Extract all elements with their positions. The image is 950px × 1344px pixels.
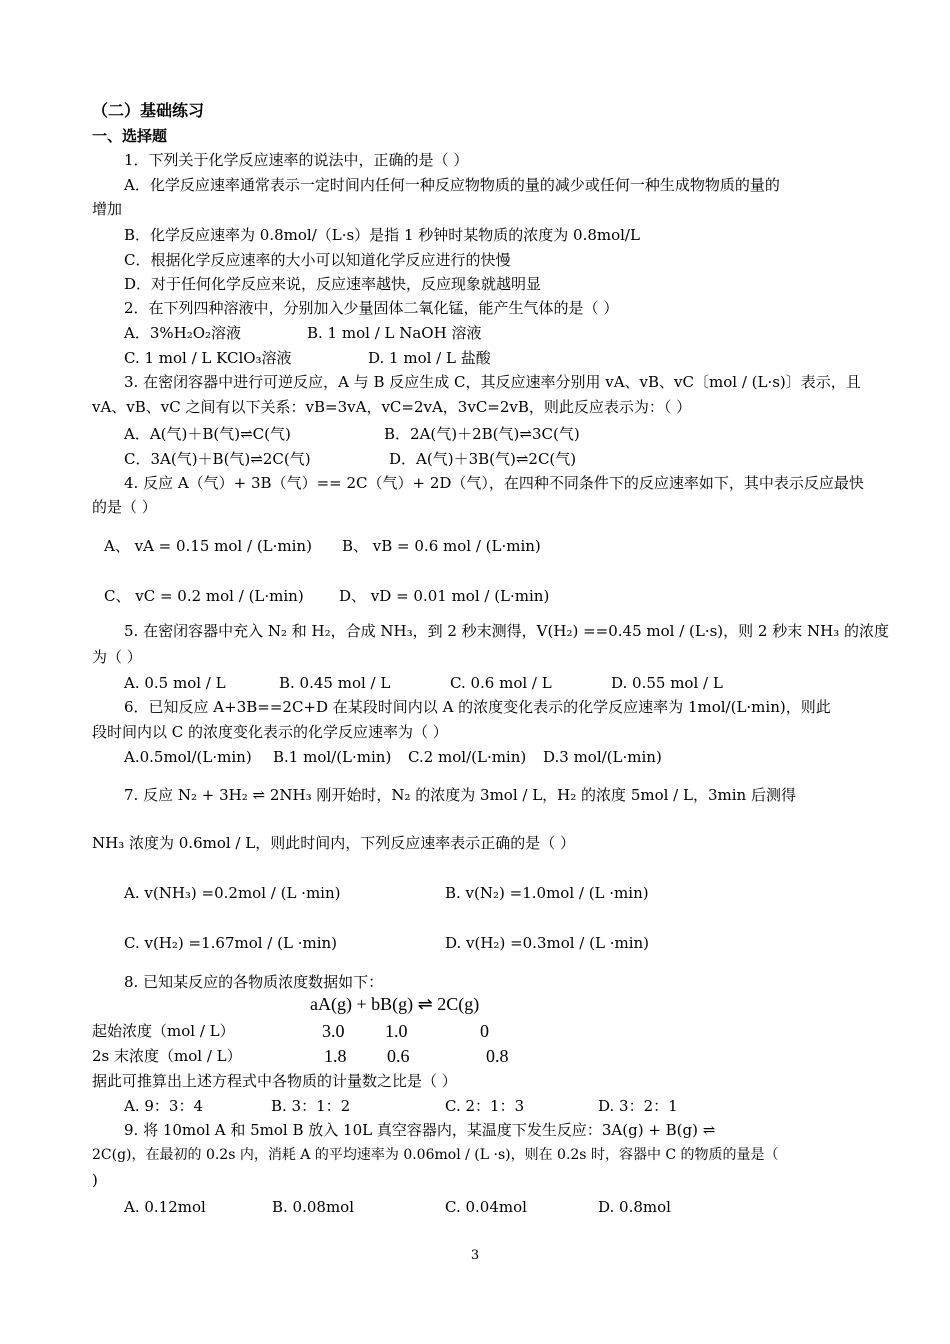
q6-option-d: D.3 mol/(L·min) [543,748,662,766]
q5-option-d: D. 0.55 mol / L [611,674,723,692]
q2-option-a: A．3%H₂O₂溶液 [124,324,242,342]
q4-stem-line2: 的是（ ） [92,498,157,516]
q5-option-a: A. 0.5 mol / L [124,674,226,692]
q5-stem-line2: 为（ ） [92,648,142,666]
q3-option-d: D．A(气)＋3B(气)⇌2C(气) [389,450,577,468]
q3-option-a: A．A(气)＋B(气)⇌C(气) [124,425,291,443]
q8-option-d: D. 3：2：1 [598,1097,678,1115]
q8-row1-value-b: 1.0 [385,1021,408,1041]
q9-option-b: B. 0.08mol [272,1198,355,1216]
q8-row2-value-c: 0.8 [486,1046,509,1066]
q3-stem-line1: 3. 在密闭容器中进行可逆反应，A 与 B 反应生成 C，其反应速率分别用 vA、vB、vC〔mol / (L·s)〕表示，且 [124,373,861,391]
q8-option-a: A. 9：3：4 [124,1097,203,1115]
q8-option-b: B. 3：1：2 [271,1097,351,1115]
q1-option-a-cont: 增加 [92,200,123,218]
q1-option-a: A．化学反应速率通常表示一定时间内任何一种反应物物质的量的减少或任何一种生成物物质的量的 [124,176,780,194]
q9-stem-line2: 2C(g)，在最初的 0.2s 内，消耗 A 的平均速率为 0.06mol / (L ·s)，则在 0.2s 时，容器中 C 的物质的量是（ [92,1147,779,1163]
q7-option-b: B. v(N₂) =1.0mol / (L ·min) [445,884,649,902]
q6-option-c: C.2 mol/(L·min) [408,748,527,766]
q4-option-b: B、 vB = 0.6 mol / (L·min) [342,537,541,555]
q1-option-b: B．化学反应速率为 0.8mol/（L·s）是指 1 秒钟时某物质的浓度为 0.8mol/L [124,226,640,244]
q3-option-b: B．2A(气)＋2B(气)⇌3C(气) [384,425,580,443]
q4-stem-line1: 4. 反应 A（气）+ 3B（气）== 2C（气）+ 2D（气），在四种不同条件下的反应速率如下，其中表示反应最快 [124,474,864,492]
q7-option-d: D. v(H₂) =0.3mol / (L ·min) [445,934,650,952]
q5-stem-line1: 5. 在密闭容器中充入 N₂ 和 H₂，合成 NH₃，到 2 秒末测得，V(H₂) ==0.45 mol / (L·s)，则 2 秒末 NH₃ 的浓度 [124,622,889,640]
q6-stem-line2: 段时间内以 C 的浓度变化表示的化学反应速率为（ ） [92,723,448,741]
q8-row1-value-c: 0 [480,1021,489,1041]
q8-option-c: C. 2：1：3 [445,1097,525,1115]
q7-stem-line2: NH₃ 浓度为 0.6mol / L，则此时间内，下列反应速率表示正确的是（ ） [92,834,575,852]
q5-option-c: C. 0.6 mol / L [450,674,552,692]
q8-row1-value-a: 3.0 [322,1021,345,1041]
q8-row2-label: 2s 末浓度（mol / L） [92,1047,242,1065]
part-title: 一、选择题 [92,127,168,145]
q9-option-d: D. 0.8mol [598,1198,671,1216]
q9-stem-line3: ) [92,1171,98,1189]
q7-stem-line1: 7. 反应 N₂ + 3H₂ ⇌ 2NH₃ 刚开始时，N₂ 的浓度为 3mol / L，H₂ 的浓度 5mol / L，3min 后测得 [124,786,796,804]
q9-option-a: A. 0.12mol [124,1198,206,1216]
q7-option-a: A. v(NH₃) =0.2mol / (L ·min) [124,884,341,902]
q3-stem-line2: vA、vB、vC 之间有以下关系：vB=3vA，vC=2vA，3vC=2vB，则此反应表示为：（ ） [92,398,692,416]
q2-stem: 2．在下列四种溶液中，分别加入少量固体二氧化锰，能产生气体的是（ ） [124,299,619,317]
q7-option-c: C. v(H₂) =1.67mol / (L ·min) [124,934,338,952]
q2-option-c: C. 1 mol / L KClO₃溶液 [124,349,292,367]
q6-stem-line1: 6．已知反应 A+3B==2C+D 在某段时间内以 A 的浓度变化表示的化学反应速率为 1mol/(L·min)，则此 [124,698,831,716]
q3-option-c: C．3A(气)＋B(气)⇌2C(气) [124,450,311,468]
q8-row2-value-b: 0.6 [387,1046,410,1066]
q4-option-c: C、 vC = 0.2 mol / (L·min) [104,587,304,605]
q8-equation: aA(g) + bB(g) ⇌ 2C(g) [310,994,480,1014]
q4-option-d: D、 vD = 0.01 mol / (L·min) [339,587,550,605]
q1-stem: 1．下列关于化学反应速率的说法中，正确的是（ ） [124,151,469,169]
q9-option-c: C. 0.04mol [445,1198,527,1216]
q8-question: 据此可推算出上述方程式中各物质的计量数之比是（ ） [92,1072,457,1090]
q8-row1-label: 起始浓度（mol / L） [92,1022,235,1040]
q2-option-d: D. 1 mol / L 盐酸 [368,349,491,367]
q1-option-c: C．根据化学反应速率的大小可以知道化学反应进行的快慢 [124,251,511,269]
q5-option-b: B. 0.45 mol / L [279,674,391,692]
section-title: （二）基础练习 [92,101,205,120]
q6-option-b: B.1 mol/(L·min) [273,748,392,766]
q1-option-d: D．对于任何化学反应来说，反应速率越快，反应现象就越明显 [124,275,542,293]
q8-stem: 8. 已知某反应的各物质浓度数据如下： [124,973,384,991]
q4-option-a: A、 vA = 0.15 mol / (L·min) [104,537,312,555]
page-number: 3 [470,1248,480,1263]
q6-option-a: A.0.5mol/(L·min) [124,748,252,766]
q8-row2-value-a: 1.8 [324,1046,347,1066]
q9-stem-line1: 9. 将 10mol A 和 5mol B 放入 10L 真空容器内，某温度下发生反应：3A(g) + B(g) ⇌ [124,1121,716,1139]
q2-option-b: B. 1 mol / L NaOH 溶液 [307,324,482,342]
